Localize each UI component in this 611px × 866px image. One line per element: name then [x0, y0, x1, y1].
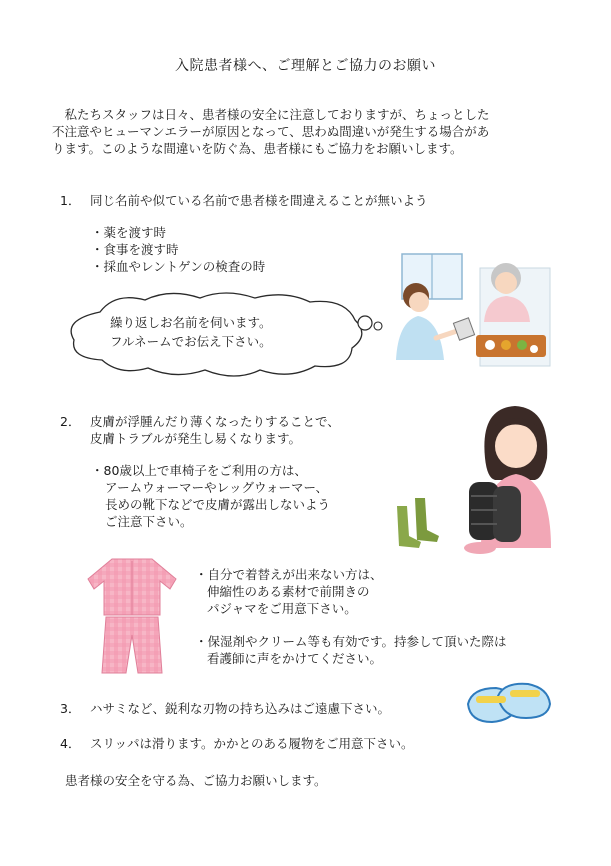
section-1-bullet-2: ・食事を渡す時	[91, 242, 179, 257]
section-2-heading-line-1: 皮膚が浮腫んだり薄くなったりすることで、	[90, 414, 340, 429]
section-2-number: 2．	[60, 414, 81, 429]
intro-line-3: ります。このような間違いを防ぐ為、患者様にもご協力をお願いします。	[52, 141, 463, 156]
intro-line-1: 私たちスタッフは日々、患者様の安全に注意しておりますが、ちょっとした	[52, 107, 490, 122]
section-1-bullet-1: ・薬を渡す時	[91, 225, 167, 240]
bubble-line-2: フルネームでお伝え下さい。	[110, 334, 272, 349]
page-title: 入院患者様へ、ご理解とご協力のお願い	[175, 58, 436, 74]
note2-line-2: 伸縮性のある素材で前開きの	[207, 584, 370, 599]
closing-text: 患者様の安全を守る為、ご協力お願いします。	[65, 773, 327, 788]
note3-line-1: ・保湿剤やクリーム等も有効です。持参して頂いた際は	[195, 634, 507, 649]
note2-line-3: パジャマをご用意下さい。	[207, 601, 357, 616]
section-3-heading: ハサミなど、鋭利な刃物の持ち込みはご遠慮下さい。	[90, 701, 391, 716]
bubble-line-1: 繰り返しお名前を伺います。	[110, 315, 272, 330]
section-1-number: 1．	[60, 193, 81, 208]
note2-line-1: ・自分で着替えが出来ない方は、	[195, 567, 383, 582]
section-1-bullet-3: ・採血やレントゲンの検査の時	[91, 259, 266, 274]
leg-warmer-girl-illustration	[385, 398, 553, 558]
section-3-number: 3．	[60, 701, 81, 716]
section-4-number: 4．	[60, 736, 81, 751]
note1-line-3: 長めの靴下などで皮膚が露出しないよう	[105, 497, 331, 512]
section-4-heading: スリッパは滑ります。かかとのある履物をご用意下さい。	[90, 736, 414, 751]
note1-line-2: アームウォーマーやレッグウォーマー、	[105, 480, 329, 495]
nurse-patient-illustration	[388, 250, 560, 368]
intro-line-2: 不注意やヒューマンエラーが原因となって、思わぬ間違いが発生する場合があ	[52, 124, 490, 139]
section-1-heading: 同じ名前や似ている名前で患者様を間違えることが無いよう	[90, 193, 428, 208]
note1-line-1: ・80歳以上で車椅子をご利用の方は、	[91, 463, 307, 478]
section-2-heading-line-2: 皮膚トラブルが発生し易くなります。	[90, 431, 302, 446]
note3-line-2: 看護師に声をかけてください。	[207, 651, 383, 666]
pajama-illustration	[82, 555, 182, 675]
note1-line-4: ご注意下さい。	[105, 514, 193, 529]
shoes-illustration	[462, 676, 556, 736]
intro-paragraph	[52, 106, 572, 157]
